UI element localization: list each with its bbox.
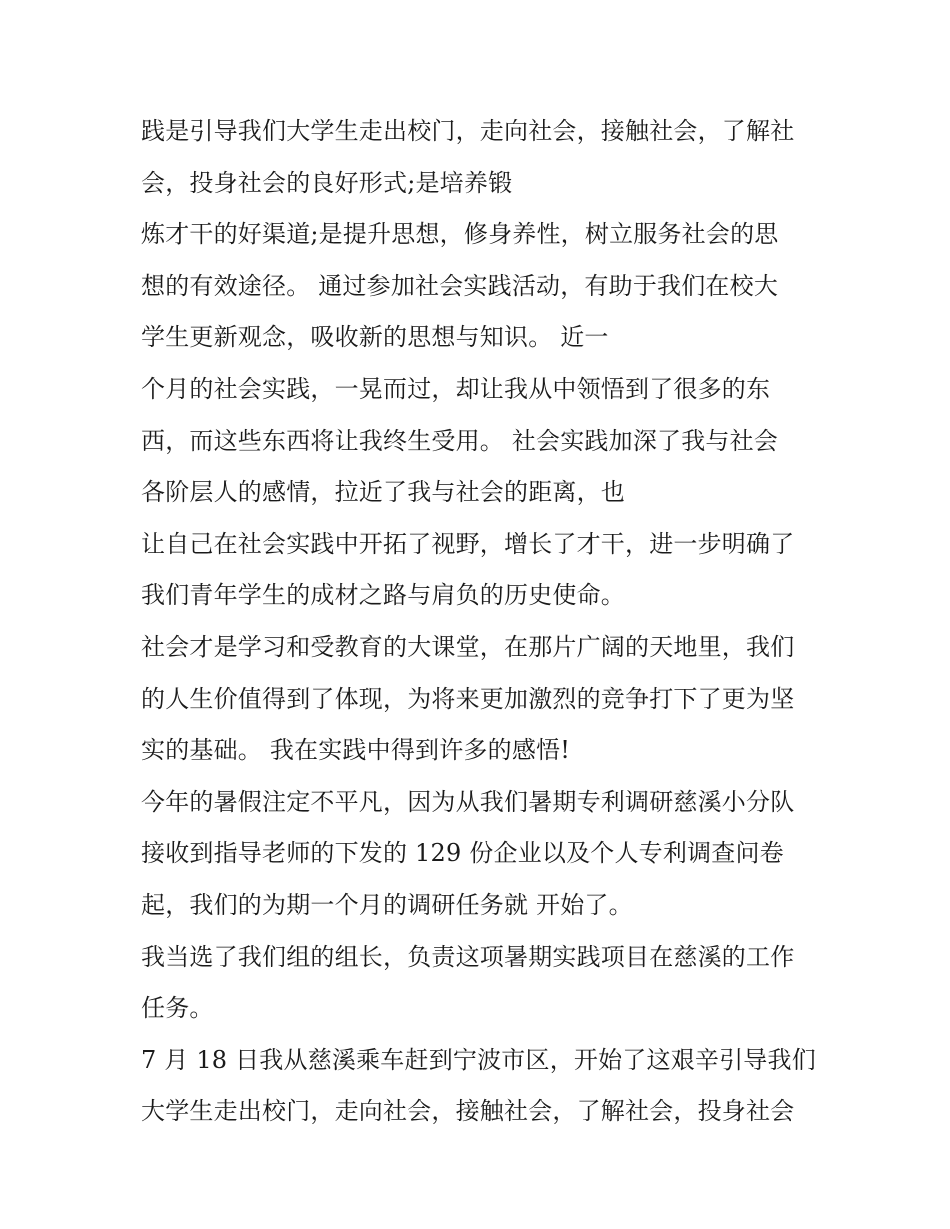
text-line: 实的基础。 我在实践中得到许多的感悟! (141, 736, 571, 765)
text-line: 起，我们的为期一个月的调研任务就 开始了。 (141, 890, 633, 919)
text-line: 各阶层人的感情，拉近了我与社会的距离，也 (141, 478, 625, 507)
text-line: 西，而这些东西将让我终生受用。 社会实践加深了我与社会 (141, 426, 779, 455)
text-line: 个月的社会实践，一晃而过，却让我从中领悟到了很多的东 (141, 374, 771, 403)
text-line: 社会才是学习和受教育的大课堂，在那片广阔的天地里，我们 (141, 632, 795, 661)
text-line: 接收到指导老师的下发的 129 份企业以及个人专利调查问卷 (141, 839, 784, 868)
body-text (141, 110, 821, 1142)
text-line: 我们青年学生的成材之路与肩负的历史使命。 (141, 581, 625, 610)
text-line: 炼才干的好渠道;是提升思想，修身养性，树立服务社会的思 (141, 220, 779, 249)
text-line: 让自己在社会实践中开拓了视野，增长了才干，进一步明确了 (141, 529, 795, 558)
text-line: 任务。 (141, 994, 214, 1023)
text-line: 践是引导我们大学生走出校门，走向社会，接触社会，了解社 (141, 117, 795, 145)
text-line: 7 月 18 日我从慈溪乘车赶到宁波市区，开始了这艰辛引导我们 (141, 1045, 816, 1074)
text-line: 大学生走出校门，走向社会，接触社会，了解社会，投身社会 (141, 1097, 795, 1126)
text-line: 我当选了我们组的组长，负责这项暑期实践项目在慈溪的工作 (141, 942, 795, 971)
text-line: 今年的暑假注定不平凡，因为从我们暑期专利调研慈溪小分队 (141, 787, 795, 816)
text-line: 想的有效途径。 通过参加社会实践活动，有助于我们在校大 (141, 271, 779, 300)
text-line: 会，投身社会的良好形式;是培养锻 (141, 168, 513, 197)
text-line: 学生更新观念，吸收新的思想与知识。 近一 (141, 323, 609, 352)
text-line: 的人生价值得到了体现，为将来更加激烈的竞争打下了更为坚 (141, 684, 795, 713)
